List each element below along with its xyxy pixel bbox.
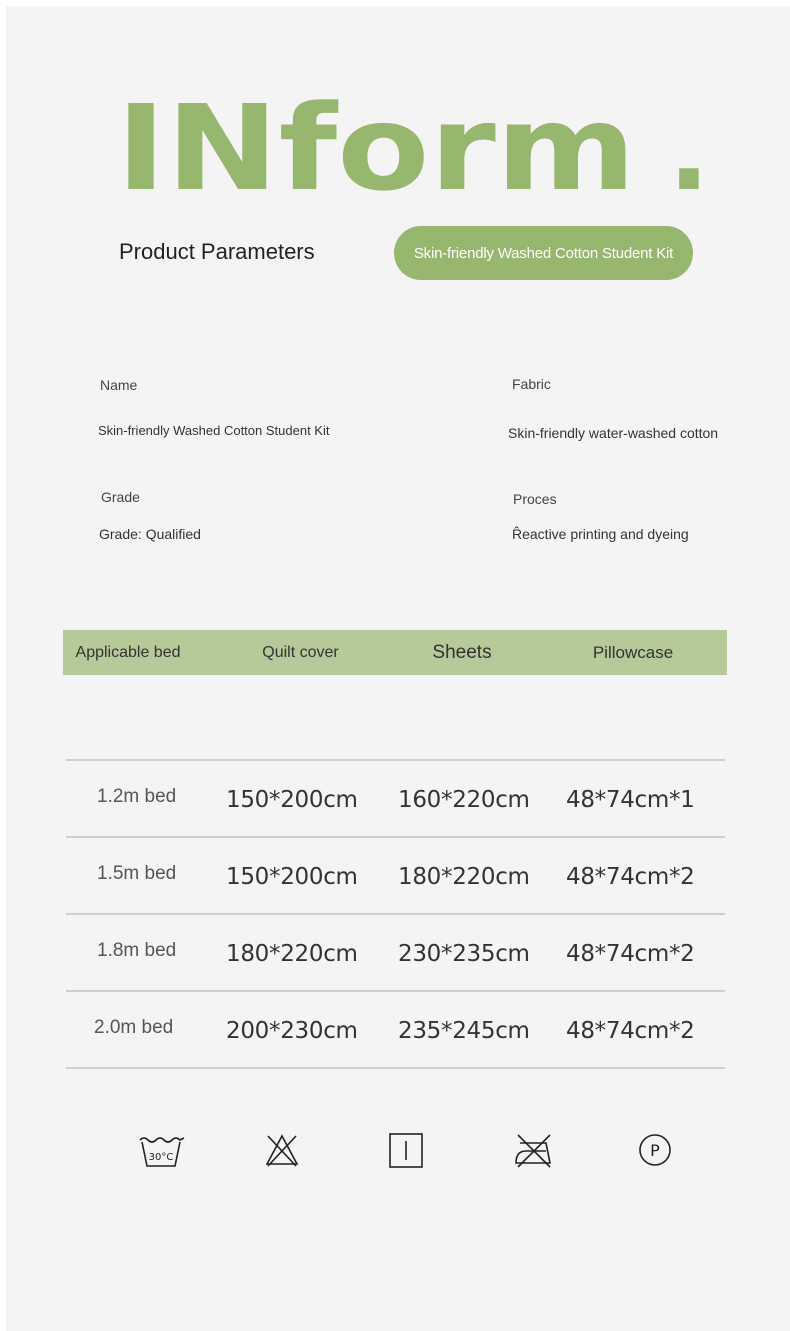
row-divider xyxy=(66,759,725,761)
param-value-grade: Grade: Qualified xyxy=(99,526,201,542)
table-cell-bed: 1.5m bed xyxy=(97,863,177,884)
table-cell-bed: 2.0m bed xyxy=(94,1017,174,1038)
table-cell-bed: 1.2m bed xyxy=(97,786,177,807)
table-cell-sheets: 160*220cm xyxy=(398,787,530,813)
hero-dot: . xyxy=(668,87,710,204)
hero-wordmark xyxy=(116,84,716,204)
table-cell-quilt-cover: 200*230cm xyxy=(226,1018,358,1044)
table-cell-pillowcase: 48*74cm*2 xyxy=(566,1018,695,1044)
table-cell-quilt-cover: 150*200cm xyxy=(226,787,358,813)
param-label-fabric: Fabric xyxy=(512,376,551,392)
table-cell-quilt-cover: 180*220cm xyxy=(226,941,358,967)
row-divider xyxy=(66,913,725,915)
wash-temp-label: 30°C xyxy=(148,1152,174,1163)
product-name-pill: Skin-friendly Washed Cotton Student Kit xyxy=(394,226,693,280)
table-cell-pillowcase: 48*74cm*2 xyxy=(566,864,695,890)
tumble-dry-icon xyxy=(388,1132,424,1170)
param-label-name: Name xyxy=(100,377,138,393)
param-label-process: Proces xyxy=(513,491,557,507)
table-cell-bed: 1.8m bed xyxy=(97,940,177,961)
table-cell-pillowcase: 48*74cm*1 xyxy=(566,787,695,813)
header-sheets: Sheets xyxy=(432,641,492,663)
row-divider xyxy=(66,1067,725,1069)
header-pillowcase: Pillowcase xyxy=(592,642,674,662)
param-value-process: R̂eactive printing and dyeing xyxy=(512,526,689,542)
wash-30-icon xyxy=(138,1132,186,1172)
page xyxy=(6,6,790,1331)
dry-clean-label: P xyxy=(650,1141,660,1160)
param-value-name: Skin-friendly Washed Cotton Student Kit xyxy=(98,423,330,438)
size-table-header xyxy=(63,630,727,675)
table-cell-sheets: 230*235cm xyxy=(398,941,530,967)
section-title: Product Parameters xyxy=(119,239,315,264)
hero-title: INform xyxy=(116,84,636,204)
table-cell-sheets: 180*220cm xyxy=(398,864,530,890)
header-applicable-bed: Applicable bed xyxy=(75,643,181,661)
param-label-grade: Grade xyxy=(101,489,140,505)
dry-clean-p-icon xyxy=(637,1132,673,1168)
table-cell-pillowcase: 48*74cm*2 xyxy=(566,941,695,967)
row-divider xyxy=(66,836,725,838)
table-cell-quilt-cover: 150*200cm xyxy=(226,864,358,890)
row-divider xyxy=(66,990,725,992)
do-not-bleach-icon xyxy=(264,1132,300,1168)
do-not-iron-icon xyxy=(512,1131,554,1171)
param-value-fabric: Skin-friendly water-washed cotton xyxy=(508,425,719,441)
table-cell-sheets: 235*245cm xyxy=(398,1018,530,1044)
header-quilt-cover: Quilt cover xyxy=(262,643,339,661)
